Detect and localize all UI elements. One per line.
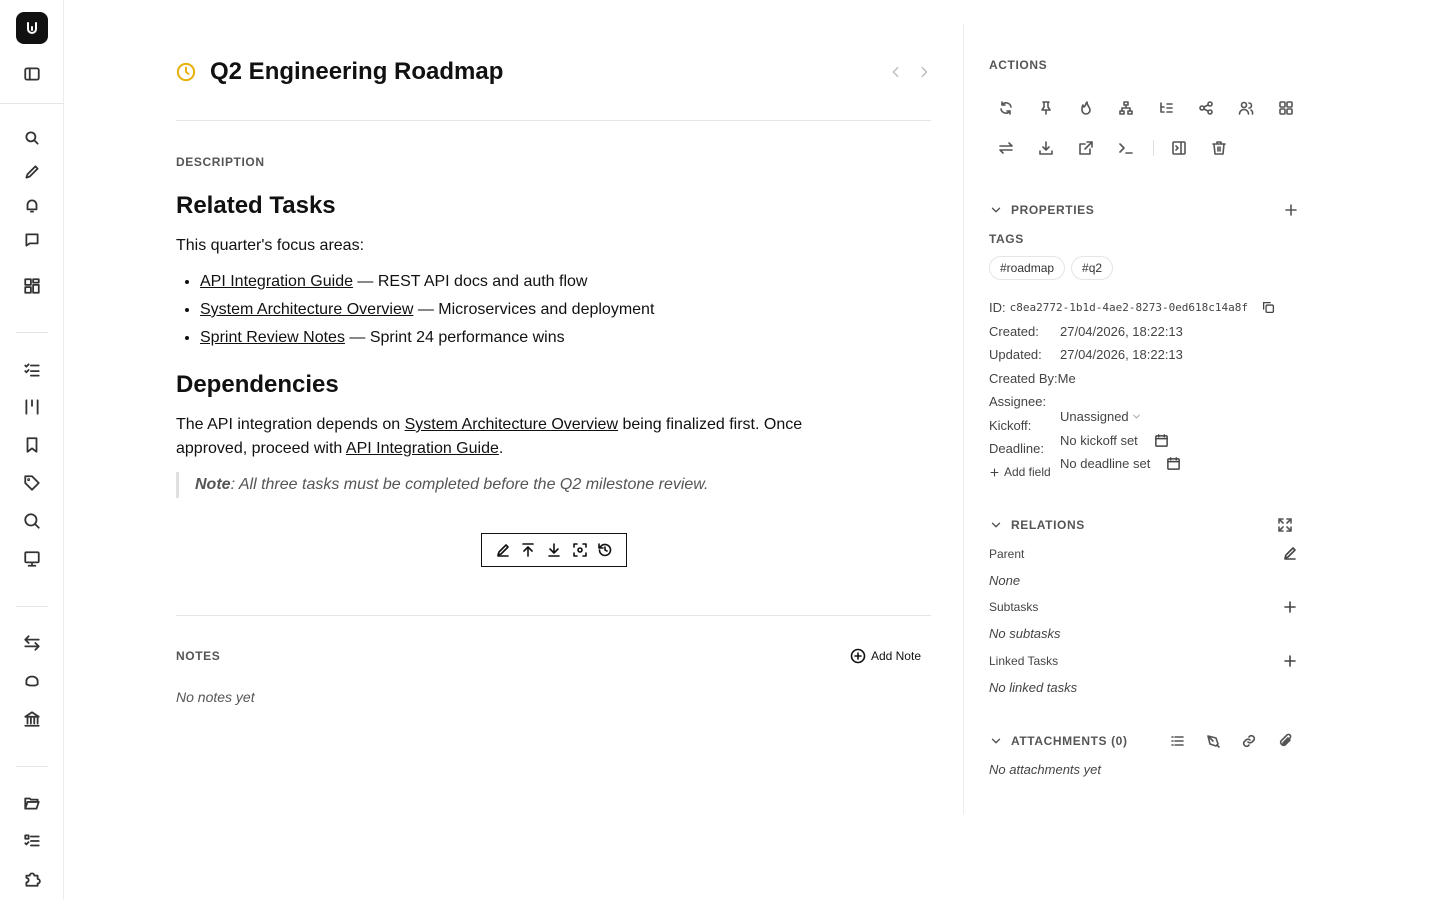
bookmark-icon[interactable] (22, 435, 42, 455)
tag-list (989, 256, 1119, 280)
convert-icon[interactable] (998, 140, 1014, 156)
attachments-header[interactable]: ATTACHMENTS (0) (989, 733, 1299, 749)
side-panel-icon[interactable] (1171, 140, 1187, 156)
share-icon[interactable] (1198, 100, 1214, 116)
grid-icon[interactable] (1278, 100, 1294, 116)
attachments-empty: No attachments yet (989, 762, 1101, 777)
list-item: • System Architecture Overview — Microservices and deployment (200, 296, 654, 324)
task-list-icon[interactable] (22, 360, 42, 380)
piggy-bank-icon[interactable] (22, 671, 42, 691)
paperclip-icon[interactable] (1277, 733, 1293, 749)
calendar-icon (1166, 456, 1181, 471)
dependencies-text: The API integration depends on System Architecture Overview being finalized first. Once approved, proceed with API Integration Guide. (176, 416, 803, 457)
intro-text: This quarter's focus areas: (176, 237, 365, 254)
task-link[interactable]: System Architecture Overview (404, 416, 619, 433)
properties-panel (963, 24, 1303, 814)
parent-value: None (989, 573, 1021, 588)
list-item: • Sprint Review Notes — Sprint 24 performance wins (200, 324, 654, 352)
notes-empty: No notes yet (176, 689, 255, 705)
history-icon[interactable] (597, 542, 613, 558)
app-logo[interactable] (16, 12, 48, 44)
add-subtask-icon[interactable] (1282, 599, 1298, 615)
hierarchy-icon[interactable] (1118, 100, 1134, 116)
tags-label: TAGS (989, 232, 1024, 246)
task-link[interactable]: API Integration Guide (345, 440, 499, 457)
plus-circle-icon (850, 648, 866, 664)
description-label: DESCRIPTION (176, 155, 265, 169)
external-link-icon[interactable] (1078, 140, 1094, 156)
add-note-button[interactable]: Add Note (850, 648, 921, 664)
add-property-icon[interactable] (1283, 202, 1299, 218)
note-blockquote: Note: All three tasks must be completed before the Q2 milestone review. (176, 472, 708, 498)
comment-icon[interactable] (22, 230, 42, 250)
linked-tasks-label: Linked Tasks (989, 654, 1304, 668)
deadline-picker[interactable]: No deadline set (1060, 456, 1181, 471)
heading-related-tasks: Related Tasks (176, 192, 336, 219)
created-by-row: Created By:Me (989, 371, 1076, 386)
updated-row: Updated: 27/04/2026, 18:22:13 (989, 347, 1183, 362)
tag-chip[interactable]: #q2 (1071, 256, 1113, 280)
next-arrow-icon[interactable] (917, 65, 931, 79)
pin-icon[interactable] (1038, 100, 1054, 116)
list-item: • API Integration Guide — REST API docs and auth flow (200, 268, 654, 296)
chevron-down-icon (989, 203, 1003, 217)
checklist-icon[interactable] (22, 831, 42, 851)
bank-icon[interactable] (22, 709, 42, 729)
calendar-icon (1154, 433, 1169, 448)
terminal-icon[interactable] (1118, 140, 1134, 156)
flame-icon[interactable] (1078, 100, 1094, 116)
tag-chip[interactable]: #roadmap (989, 256, 1065, 280)
copy-icon[interactable] (1262, 301, 1275, 314)
chevron-down-icon (989, 734, 1003, 748)
task-link[interactable]: API Integration Guide (200, 273, 353, 290)
focus-icon[interactable] (572, 542, 588, 558)
toggle-sidebar-icon[interactable] (22, 64, 42, 84)
download-icon[interactable] (1038, 140, 1054, 156)
task-link-list (200, 268, 654, 352)
move-bottom-icon[interactable] (546, 542, 562, 558)
move-top-icon[interactable] (520, 542, 536, 558)
folder-open-icon[interactable] (22, 793, 42, 813)
task-link[interactable]: System Architecture Overview (200, 301, 414, 318)
created-row: Created: 27/04/2026, 18:22:13 (989, 324, 1183, 339)
properties-header[interactable]: PROPERTIES (989, 202, 1299, 218)
refresh-icon[interactable] (998, 100, 1014, 116)
transfer-icon[interactable] (22, 633, 42, 653)
search-large-icon[interactable] (22, 511, 42, 531)
users-icon[interactable] (1238, 100, 1254, 116)
monitor-icon[interactable] (22, 549, 42, 569)
status-clock-icon (176, 62, 196, 82)
subtasks-label: Subtasks (989, 600, 1304, 614)
deadline-row: Deadline: No deadline set (989, 441, 1044, 456)
notes-label: NOTES (176, 649, 221, 663)
add-field-button[interactable]: Add field (989, 465, 1051, 479)
assignee-row: Assignee: Unassigned (989, 394, 1046, 409)
edit-icon[interactable] (495, 542, 511, 558)
relations-header[interactable]: RELATIONS (989, 517, 1299, 533)
expand-icon[interactable] (1277, 517, 1293, 533)
tag-icon[interactable] (22, 473, 42, 493)
heading-dependencies: Dependencies (176, 371, 339, 398)
link-icon[interactable] (1241, 733, 1257, 749)
add-linked-task-icon[interactable] (1282, 653, 1298, 669)
puzzle-icon[interactable] (22, 869, 42, 889)
id-row: ID: c8ea2772-1b1d-4ae2-8273-0ed618c14a8f (989, 300, 1275, 315)
chevron-down-icon (1131, 411, 1142, 422)
assignee-select[interactable]: Unassigned (1060, 409, 1142, 424)
actions-label: ACTIONS (989, 58, 1048, 72)
task-link[interactable]: Sprint Review Notes (200, 329, 345, 346)
linked-tasks-empty: No linked tasks (989, 680, 1078, 695)
page-title: Q2 Engineering Roadmap (210, 58, 504, 85)
list-icon[interactable] (1169, 733, 1185, 749)
trash-icon[interactable] (1211, 140, 1227, 156)
search-icon[interactable] (22, 128, 42, 148)
subtasks-empty: No subtasks (989, 626, 1061, 641)
chevron-down-icon (989, 518, 1003, 532)
edit-parent-icon[interactable] (1282, 545, 1298, 561)
task-id: c8ea2772-1b1d-4ae2-8273-0ed618c14a8f (1009, 301, 1249, 314)
kanban-icon[interactable] (22, 397, 42, 417)
sidebar (0, 0, 64, 900)
editor-toolbar (481, 533, 627, 567)
parent-label: Parent (989, 547, 1304, 561)
kickoff-row: Kickoff: No kickoff set (989, 418, 1031, 433)
prev-arrow-icon[interactable] (889, 65, 903, 79)
dashboard-icon[interactable] (22, 276, 42, 296)
kickoff-picker[interactable]: No kickoff set (1060, 433, 1169, 448)
outline-icon[interactable] (1158, 100, 1174, 116)
draw-icon[interactable] (1205, 733, 1221, 749)
bell-icon[interactable] (22, 196, 42, 216)
pencil-icon[interactable] (22, 162, 42, 182)
plus-icon (989, 467, 1000, 478)
